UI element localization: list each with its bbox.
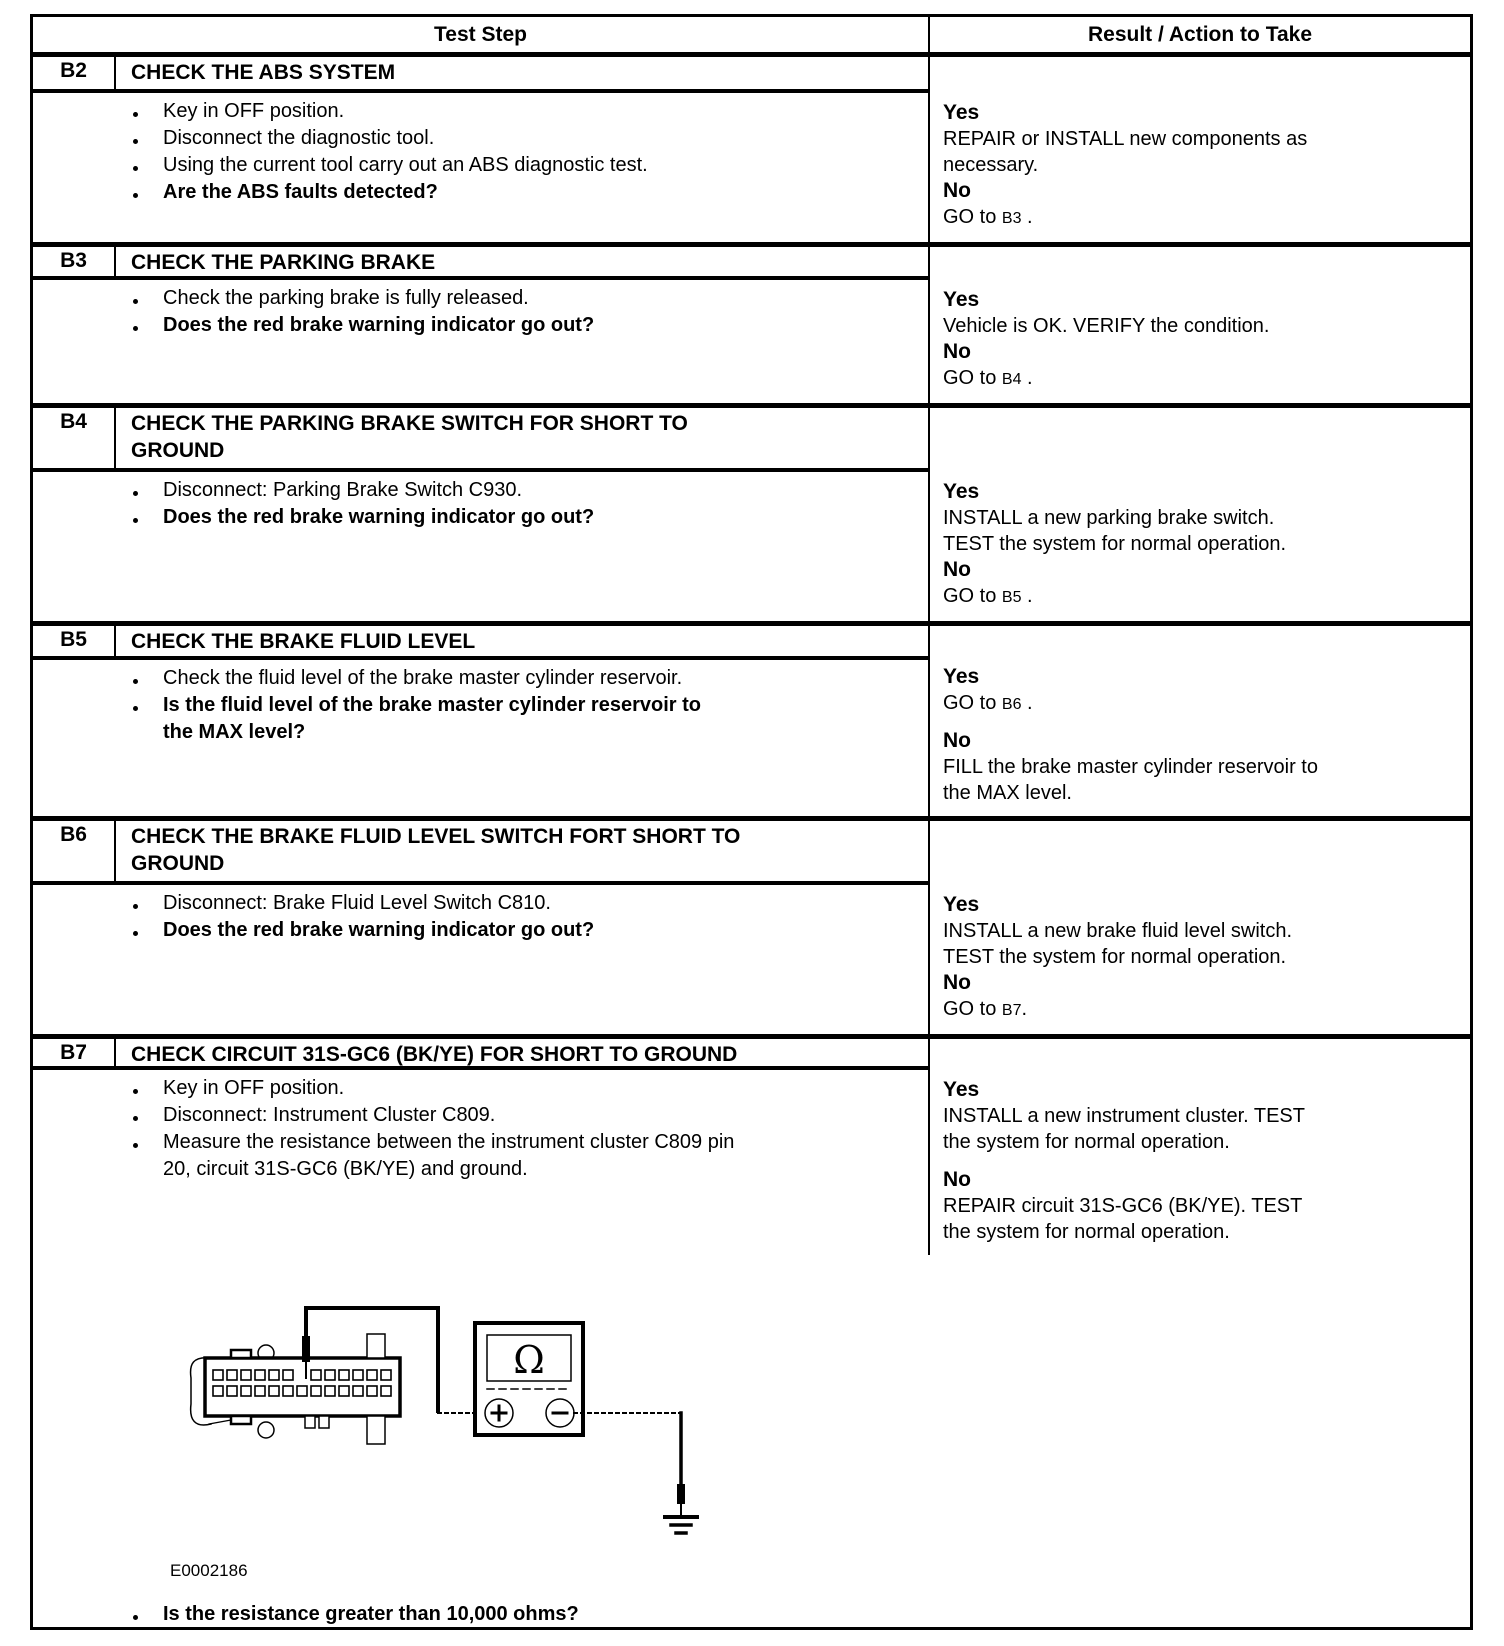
bullet-text — [163, 1102, 495, 1129]
result-action-line: TEST the system for normal operation. — [943, 946, 1287, 968]
bullet-item — [133, 98, 916, 125]
step-title-line: CHECK THE BRAKE FLUID LEVEL SWITCH FORT SHORT TO — [131, 825, 741, 848]
result-action-line: INSTALL a new instrument cluster. TEST — [943, 1105, 1305, 1127]
result-action-cell — [930, 1039, 1470, 1255]
goto-step-ref: B3 — [1001, 210, 1022, 227]
result-label-yes: Yes — [943, 665, 980, 688]
step-id: B2 — [33, 57, 116, 89]
result-action-text — [943, 313, 1458, 339]
bullet-text-line: Disconnect: Brake Fluid Level Switch C810. — [163, 892, 551, 914]
bullet-item — [133, 1102, 916, 1129]
bullet-text-line: 20, circuit 31S-GC6 (BK/YE) and ground. — [163, 1158, 528, 1180]
bullet-text — [163, 285, 529, 312]
ground-probe-icon — [677, 1484, 685, 1504]
connector-body-icon — [205, 1358, 400, 1416]
bullet-dot-icon — [133, 692, 163, 746]
connector-tab-top — [367, 1334, 385, 1358]
result-yes-group — [943, 1077, 1458, 1155]
connector-latch-bottom — [231, 1416, 251, 1424]
bullet-dot-icon — [133, 152, 163, 179]
result-action-text — [943, 1103, 1458, 1155]
goto-action — [943, 690, 1458, 718]
bullet-item — [133, 1075, 916, 1102]
bullet-item — [133, 692, 916, 746]
step-id: B3 — [33, 247, 116, 276]
result-no-group — [943, 1167, 1458, 1245]
step-instructions — [33, 472, 928, 621]
goto-text: GO to — [943, 585, 1002, 607]
result-yes-group — [943, 479, 1458, 557]
bullet-dot-icon — [133, 1075, 163, 1102]
bullet-dot-icon — [133, 890, 163, 917]
bullet-dot-icon — [133, 504, 163, 531]
bullet-item — [133, 179, 916, 206]
bullet-text-line: Does the red brake warning indicator go out? — [163, 919, 595, 941]
goto-text: . — [1021, 206, 1033, 228]
bullet-text-line: Disconnect the diagnostic tool. — [163, 127, 435, 149]
connector-tab-mid-1 — [305, 1416, 315, 1428]
step-title-row — [33, 1039, 928, 1070]
result-action-text — [943, 505, 1458, 557]
goto-text: . — [1021, 585, 1033, 607]
result-label-yes: Yes — [943, 893, 980, 916]
bullet-item — [133, 665, 916, 692]
goto-step-ref: B4 — [1001, 371, 1022, 388]
bullet-text — [163, 152, 648, 179]
step-title — [116, 626, 928, 656]
step-title — [116, 1039, 928, 1066]
bullet-dot-icon — [133, 98, 163, 125]
result-action-line: the system for normal operation. — [943, 1221, 1230, 1243]
bullet-text-line: Does the red brake warning indicator go out? — [163, 314, 595, 336]
bullet-text-line: Disconnect: Parking Brake Switch C930. — [163, 479, 523, 501]
bullet-item — [133, 477, 916, 504]
result-action-cell — [930, 408, 1470, 621]
result-action-text — [943, 126, 1458, 178]
test-step-cell — [33, 408, 930, 621]
test-step-cell — [33, 821, 930, 1034]
result-label-no: No — [943, 1168, 971, 1191]
step-title — [116, 57, 928, 89]
step-instructions — [33, 1070, 928, 1625]
result-label-no: No — [943, 340, 971, 363]
bullet-text-line: Does the red brake warning indicator go out? — [163, 506, 595, 528]
result-label-no: No — [943, 179, 971, 202]
bullet-text — [163, 1075, 344, 1102]
step-title-row — [33, 247, 928, 280]
step-id: B4 — [33, 408, 116, 468]
bullet-item — [133, 312, 916, 339]
bullet-text — [163, 504, 594, 531]
bullet-text-line: Is the resistance greater than 10,000 ohms? — [163, 1603, 579, 1625]
bullet-text — [163, 917, 594, 944]
result-action-text — [943, 918, 1458, 970]
result-no-group — [943, 339, 1458, 393]
step-title-line: CHECK THE PARKING BRAKE — [131, 251, 436, 274]
bullet-dot-icon — [133, 1129, 163, 1183]
goto-action — [943, 996, 1458, 1024]
result-action-line: INSTALL a new brake fluid level switch. — [943, 920, 1293, 942]
goto-text: . — [1021, 367, 1033, 389]
bullet-dot-icon — [133, 1601, 163, 1628]
step-title-row — [33, 57, 928, 93]
bullet-text — [163, 179, 438, 206]
header-result-action: Result / Action to Take — [1087, 22, 1313, 46]
bullet-item — [133, 890, 916, 917]
bullet-dot-icon — [133, 125, 163, 152]
connector-tab-mid-2 — [319, 1416, 329, 1428]
result-action-cell — [930, 247, 1470, 403]
bullet-text — [163, 477, 522, 504]
test-step-blocks — [33, 52, 1470, 1625]
omega-symbol: Ω — [513, 1338, 545, 1382]
result-no-group — [943, 557, 1458, 611]
step-title-row — [33, 626, 928, 660]
ground-icon — [665, 1517, 697, 1533]
step-id: B6 — [33, 821, 116, 881]
bullet-item — [133, 504, 916, 531]
result-action-line: the system for normal operation. — [943, 1131, 1230, 1153]
result-action-line: FILL the brake master cylinder reservoir to — [943, 756, 1318, 778]
test-step-block-b2 — [33, 52, 1470, 242]
test-step-block-b6 — [33, 816, 1470, 1034]
result-action-cell — [930, 821, 1470, 1034]
result-label-no: No — [943, 971, 971, 994]
result-label-no: No — [943, 729, 971, 752]
result-action-line: REPAIR or INSTALL new components as — [943, 128, 1308, 150]
result-action-line: necessary. — [943, 154, 1039, 176]
result-yes-group — [943, 664, 1458, 718]
step-id: B5 — [33, 626, 116, 656]
bullet-text-line: Is the fluid level of the brake master cylinder reservoir to — [163, 694, 701, 716]
bullet-text — [163, 125, 434, 152]
bullet-text — [163, 692, 701, 746]
test-step-block-b5 — [33, 621, 1470, 816]
bullet-text — [163, 890, 551, 917]
step-title — [116, 247, 928, 276]
goto-text: . — [1021, 998, 1028, 1020]
harness-ring-bottom-icon — [258, 1422, 274, 1438]
step-title-line: CHECK CIRCUIT 31S-GC6 (BK/YE) FOR SHORT TO GROUND — [131, 1043, 738, 1066]
result-yes-group — [943, 100, 1458, 178]
result-label-yes: Yes — [943, 1078, 980, 1101]
step-instructions — [33, 93, 928, 242]
step-instructions — [33, 885, 928, 1034]
step-instructions — [33, 660, 928, 816]
step-title-line: GROUND — [131, 852, 225, 875]
bullet-text-line: Are the ABS faults detected? — [163, 181, 438, 203]
bullet-item — [133, 285, 916, 312]
result-label-yes: Yes — [943, 480, 980, 503]
goto-action — [943, 365, 1458, 393]
test-step-block-b7 — [33, 1034, 1470, 1625]
bullet-item — [133, 1601, 918, 1628]
goto-action — [943, 583, 1458, 611]
connector-latch-top — [231, 1350, 251, 1358]
result-no-group — [943, 178, 1458, 232]
bullet-text-line: Check the parking brake is fully released. — [163, 287, 529, 309]
step-title-row — [33, 408, 928, 472]
goto-text: GO to — [943, 206, 1002, 228]
bullet-dot-icon — [133, 665, 163, 692]
circuit-diagram — [153, 1208, 753, 1548]
result-label-yes: Yes — [943, 101, 980, 124]
result-action-cell — [930, 626, 1470, 816]
result-no-group — [943, 970, 1458, 1024]
result-action-text — [943, 1193, 1458, 1245]
goto-text: GO to — [943, 998, 1002, 1020]
bullet-text-line: Check the fluid level of the brake master cylinder reservoir. — [163, 667, 683, 689]
bullet-dot-icon — [133, 312, 163, 339]
result-action-text — [943, 754, 1458, 806]
step-title-row — [33, 821, 928, 885]
step-title — [116, 408, 928, 468]
step-instructions — [33, 280, 928, 403]
test-step-cell — [33, 626, 930, 816]
bullet-item — [133, 1129, 916, 1183]
result-action-cell — [930, 57, 1470, 242]
step-title — [116, 821, 928, 881]
step-title-line: CHECK THE BRAKE FLUID LEVEL — [131, 630, 476, 653]
goto-step-ref: B6 — [1001, 696, 1022, 713]
goto-step-ref: B5 — [1001, 589, 1022, 606]
result-action-line: INSTALL a new parking brake switch. — [943, 507, 1275, 529]
result-no-group — [943, 728, 1458, 806]
bullet-text — [163, 98, 344, 125]
bullet-text — [163, 1601, 579, 1628]
bullet-dot-icon — [133, 179, 163, 206]
bullet-item — [133, 125, 916, 152]
bullet-text — [163, 665, 682, 692]
bullet-dot-icon — [133, 1102, 163, 1129]
test-step-cell — [33, 57, 930, 242]
bullet-text-line: the MAX level? — [163, 721, 306, 743]
goto-text: GO to — [943, 692, 1002, 714]
figure-label: E0002186 — [170, 1561, 248, 1580]
step-title-line: GROUND — [131, 439, 225, 462]
bullet-text-line: Measure the resistance between the instrument cluster C809 pin — [163, 1131, 735, 1153]
connector-tab-bottom — [367, 1416, 385, 1444]
bullet-text — [163, 1129, 734, 1183]
result-action-line: TEST the system for normal operation. — [943, 533, 1287, 555]
test-step-cell — [33, 247, 930, 403]
bullet-item — [133, 917, 916, 944]
bullet-dot-icon — [133, 917, 163, 944]
step-title-line: CHECK THE ABS SYSTEM — [131, 61, 396, 84]
result-action-line: the MAX level. — [943, 782, 1072, 804]
bullet-text — [163, 312, 594, 339]
bullet-dot-icon — [133, 285, 163, 312]
diagnostic-test-table — [30, 14, 1473, 1630]
bullet-text-line: Key in OFF position. — [163, 100, 345, 122]
result-label-yes: Yes — [943, 288, 980, 311]
step-title-line: CHECK THE PARKING BRAKE SWITCH FOR SHORT TO — [131, 412, 688, 435]
step-id: B7 — [33, 1039, 116, 1066]
test-step-block-b3 — [33, 242, 1470, 403]
result-action-line: Vehicle is OK. VERIFY the condition. — [943, 315, 1270, 337]
bullet-text-line: Disconnect: Instrument Cluster C809. — [163, 1104, 496, 1126]
result-yes-group — [943, 892, 1458, 970]
goto-action — [943, 204, 1458, 232]
goto-text: GO to — [943, 367, 1002, 389]
bullet-text-line: Using the current tool carry out an ABS diagnostic test. — [163, 154, 648, 176]
goto-step-ref: B7 — [1001, 1002, 1022, 1019]
bullet-dot-icon — [133, 477, 163, 504]
bullet-text-line: Key in OFF position. — [163, 1077, 345, 1099]
table-header-row — [33, 17, 1470, 52]
test-step-block-b4 — [33, 403, 1470, 621]
goto-text: . — [1021, 692, 1033, 714]
result-label-no: No — [943, 558, 971, 581]
bullet-item — [133, 152, 916, 179]
header-test-step: Test Step — [33, 17, 930, 52]
result-yes-group — [943, 287, 1458, 339]
result-action-line: REPAIR circuit 31S-GC6 (BK/YE). TEST — [943, 1195, 1303, 1217]
test-step-cell — [33, 1039, 930, 1625]
